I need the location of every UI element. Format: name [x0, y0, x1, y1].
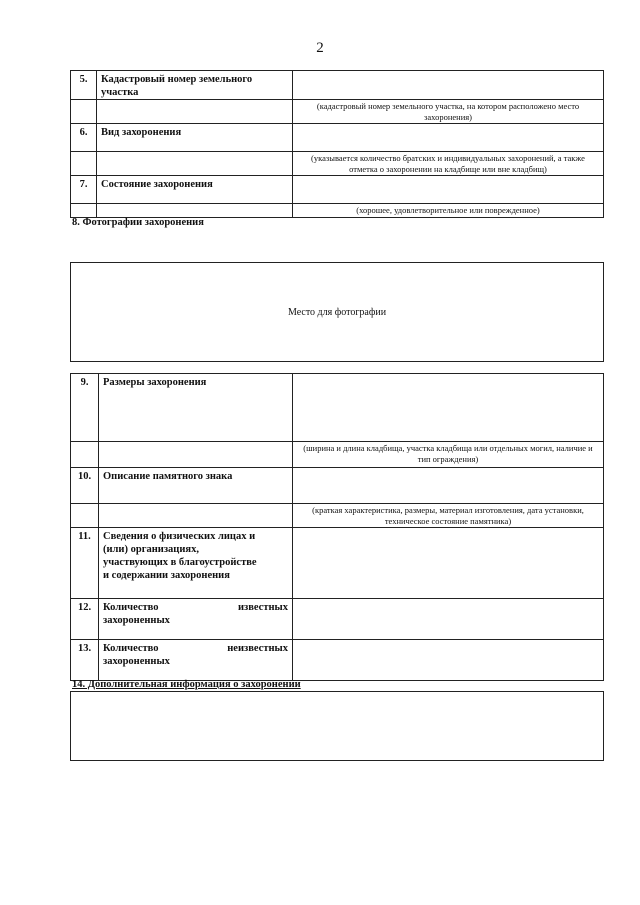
row-number: 12.	[71, 599, 99, 640]
field-hint: (ширина и длина кладбища, участка кладбища или отдельных могил, наличие и тип ограждения)	[293, 442, 604, 468]
table-row	[71, 124, 604, 152]
table-row	[71, 71, 604, 100]
table-row	[71, 528, 604, 599]
section-14-heading: 14. Дополнительная информация о захоронении	[72, 679, 301, 690]
table-row	[71, 176, 604, 204]
table-burial-info	[70, 70, 604, 218]
row-label: Кадастровый номер земельного участка	[97, 71, 293, 100]
memorial-description-field[interactable]	[293, 468, 604, 504]
row-number: 9.	[71, 374, 99, 442]
row-label: Размеры захоронения	[99, 374, 293, 442]
table-row	[71, 374, 604, 442]
row-label: Описание памятного знака	[99, 468, 293, 504]
field-hint: (указывается количество братских и индивидуальных захоронений, а также отметка о захоронении на кладбище или вне кладбищ)	[293, 152, 604, 176]
row-number: 6.	[71, 124, 97, 152]
known-buried-count-field[interactable]	[293, 599, 604, 640]
photo-placeholder-label: Место для фотографии	[287, 306, 387, 318]
row-label: Количество известных захороненных	[99, 599, 293, 640]
burial-condition-field[interactable]	[293, 176, 604, 204]
unknown-buried-count-field[interactable]	[293, 640, 604, 681]
row-label: Сведения о физических лицах и (или) организациях, участвующих в благоустройстве и содержании захоронения	[99, 528, 293, 599]
table-row	[71, 468, 604, 504]
cadastral-number-field[interactable]	[293, 71, 604, 100]
row-label: Состояние захоронения	[97, 176, 293, 204]
row-label: Количество неизвестных захороненных	[99, 640, 293, 681]
table-row	[71, 204, 604, 218]
additional-info-field[interactable]	[70, 691, 604, 761]
burial-type-field[interactable]	[293, 124, 604, 152]
burial-size-field[interactable]	[293, 374, 604, 442]
row-number: 11.	[71, 528, 99, 599]
row-number: 5.	[71, 71, 97, 100]
table-burial-details	[70, 373, 604, 681]
field-hint: (кадастровый номер земельного участка, на котором расположено место захоронения)	[293, 100, 604, 124]
organizations-field[interactable]	[293, 528, 604, 599]
row-number: 10.	[71, 468, 99, 504]
photo-placeholder[interactable]	[70, 262, 604, 362]
page-number: 2	[316, 40, 324, 56]
table-row	[71, 152, 604, 176]
table-row	[71, 504, 604, 528]
row-label: Вид захоронения	[97, 124, 293, 152]
field-hint: (краткая характеристика, размеры, материал изготовления, дата установки, техническое состояние памятника)	[293, 504, 604, 528]
table-row	[71, 599, 604, 640]
row-number: 13.	[71, 640, 99, 681]
field-hint: (хорошее, удовлетворительное или поврежденное)	[293, 204, 604, 218]
table-row	[71, 442, 604, 468]
row-number: 7.	[71, 176, 97, 204]
table-row	[71, 640, 604, 681]
table-row	[71, 100, 604, 124]
section-8-heading: 8. Фотографии захоронения	[72, 217, 204, 228]
